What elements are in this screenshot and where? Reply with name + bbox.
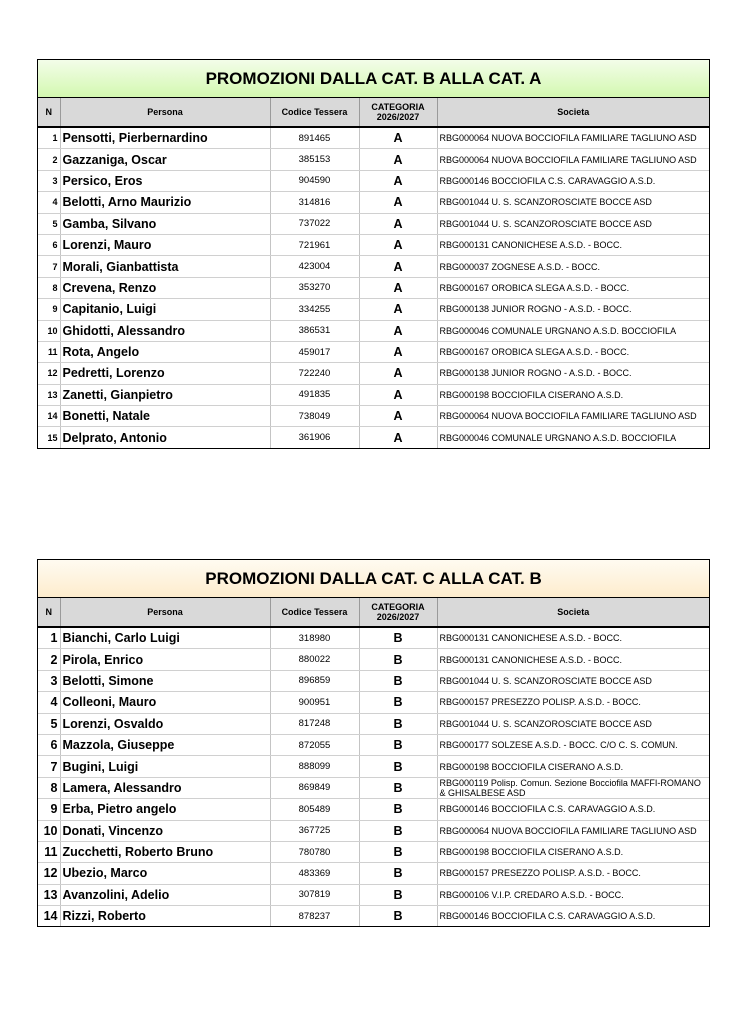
- header-codice: Codice Tessera: [270, 98, 359, 127]
- row-number: 5: [38, 213, 60, 234]
- category: A: [359, 192, 437, 213]
- row-number: 2: [38, 149, 60, 170]
- person-name: Avanzolini, Adelio: [60, 884, 270, 905]
- table-row: [38, 777, 709, 798]
- category: B: [359, 670, 437, 691]
- membership-code: 386531: [270, 320, 359, 341]
- category: A: [359, 170, 437, 191]
- society: RBG000046 COMUNALE URGNANO A.S.D. BOCCIOFILA: [437, 320, 709, 341]
- table-title: PROMOZIONI DALLA CAT. B ALLA CAT. A: [38, 60, 709, 98]
- society: RBG000131 CANONICHESE A.S.D. - BOCC.: [437, 649, 709, 670]
- row-number: 13: [38, 384, 60, 405]
- table-row: [38, 149, 709, 170]
- society: RBG000064 NUOVA BOCCIOFILA FAMILIARE TAGLIUNO ASD: [437, 820, 709, 841]
- membership-code: 361906: [270, 427, 359, 448]
- header-categoria-line2: 2026/2027: [376, 612, 420, 622]
- category: A: [359, 384, 437, 405]
- person-name: Zucchetti, Roberto Bruno: [60, 841, 270, 862]
- person-name: Mazzola, Giuseppe: [60, 734, 270, 755]
- society: RBG000064 NUOVA BOCCIOFILA FAMILIARE TAGLIUNO ASD: [437, 149, 709, 170]
- category: A: [359, 256, 437, 277]
- person-name: Donati, Vincenzo: [60, 820, 270, 841]
- membership-code: 318980: [270, 627, 359, 649]
- header-row: [38, 598, 709, 627]
- table-row: [38, 756, 709, 777]
- membership-code: 888099: [270, 756, 359, 777]
- table-row: [38, 299, 709, 320]
- row-number: 11: [38, 341, 60, 362]
- society: RBG000157 PRESEZZO POLISP. A.S.D. - BOCC.: [437, 863, 709, 884]
- category: B: [359, 799, 437, 820]
- row-number: 14: [38, 406, 60, 427]
- membership-code: 483369: [270, 863, 359, 884]
- membership-code: 721961: [270, 234, 359, 255]
- membership-code: 737022: [270, 213, 359, 234]
- society: RBG000138 JUNIOR ROGNO - A.S.D. - BOCC.: [437, 363, 709, 384]
- membership-code: 353270: [270, 277, 359, 298]
- category: A: [359, 149, 437, 170]
- membership-code: 385153: [270, 149, 359, 170]
- person-name: Lorenzi, Mauro: [60, 234, 270, 255]
- person-name: Ubezio, Marco: [60, 863, 270, 884]
- membership-code: 780780: [270, 841, 359, 862]
- person-name: Rota, Angelo: [60, 341, 270, 362]
- row-number: 14: [38, 906, 60, 927]
- person-name: Pensotti, Pierbernardino: [60, 127, 270, 149]
- society: RBG000106 V.I.P. CREDARO A.S.D. - BOCC.: [437, 884, 709, 905]
- person-name: Lorenzi, Osvaldo: [60, 713, 270, 734]
- promotions-grid: [38, 598, 709, 926]
- category: A: [359, 299, 437, 320]
- society: RBG000167 OROBICA SLEGA A.S.D. - BOCC.: [437, 341, 709, 362]
- table-row: [38, 406, 709, 427]
- row-number: 4: [38, 192, 60, 213]
- row-number: 9: [38, 799, 60, 820]
- society: RBG000146 BOCCIOFILA C.S. CARAVAGGIO A.S.D.: [437, 799, 709, 820]
- membership-code: 491835: [270, 384, 359, 405]
- header-societa: Societa: [437, 598, 709, 627]
- society: RBG000119 Polisp. Comun. Sezione Bocciofila MAFFI-ROMANO & GHISALBESE ASD: [437, 777, 709, 798]
- society: RBG000037 ZOGNESE A.S.D. - BOCC.: [437, 256, 709, 277]
- header-n: N: [38, 98, 60, 127]
- table-body: [38, 627, 709, 926]
- membership-code: 367725: [270, 820, 359, 841]
- header-categoria: [359, 98, 437, 127]
- membership-code: 817248: [270, 713, 359, 734]
- header-codice: Codice Tessera: [270, 598, 359, 627]
- table-row: [38, 734, 709, 755]
- row-number: 8: [38, 777, 60, 798]
- row-number: 1: [38, 627, 60, 649]
- person-name: Erba, Pietro angelo: [60, 799, 270, 820]
- membership-code: 738049: [270, 406, 359, 427]
- table-row: [38, 884, 709, 905]
- row-number: 7: [38, 256, 60, 277]
- society: RBG000177 SOLZESE A.S.D. - BOCC. C/O C. S. COMUN.: [437, 734, 709, 755]
- table-row: [38, 384, 709, 405]
- person-name: Delprato, Antonio: [60, 427, 270, 448]
- membership-code: 423004: [270, 256, 359, 277]
- category: A: [359, 427, 437, 448]
- promotions-b-to-a-table: [37, 59, 710, 449]
- table-row: [38, 320, 709, 341]
- category: A: [359, 234, 437, 255]
- society: RBG000138 JUNIOR ROGNO - A.S.D. - BOCC.: [437, 299, 709, 320]
- person-name: Morali, Gianbattista: [60, 256, 270, 277]
- person-name: Gazzaniga, Oscar: [60, 149, 270, 170]
- row-number: 3: [38, 170, 60, 191]
- table-row: [38, 192, 709, 213]
- membership-code: 896859: [270, 670, 359, 691]
- society: RBG000146 BOCCIOFILA C.S. CARAVAGGIO A.S.D.: [437, 170, 709, 191]
- row-number: 3: [38, 670, 60, 691]
- table-row: [38, 906, 709, 927]
- society: RBG000157 PRESEZZO POLISP. A.S.D. - BOCC.: [437, 692, 709, 713]
- promotions-c-to-b-table: [37, 559, 710, 927]
- society: RBG000198 BOCCIOFILA CISERANO A.S.D.: [437, 384, 709, 405]
- row-number: 10: [38, 320, 60, 341]
- society: RBG000198 BOCCIOFILA CISERANO A.S.D.: [437, 756, 709, 777]
- row-number: 7: [38, 756, 60, 777]
- table-title: PROMOZIONI DALLA CAT. C ALLA CAT. B: [38, 560, 709, 598]
- category: B: [359, 649, 437, 670]
- row-number: 6: [38, 734, 60, 755]
- person-name: Pirola, Enrico: [60, 649, 270, 670]
- table-row: [38, 170, 709, 191]
- table-row: [38, 820, 709, 841]
- membership-code: 869849: [270, 777, 359, 798]
- membership-code: 891465: [270, 127, 359, 149]
- person-name: Lamera, Alessandro: [60, 777, 270, 798]
- society: RBG001044 U. S. SCANZOROSCIATE BOCCE ASD: [437, 213, 709, 234]
- table-row: [38, 799, 709, 820]
- membership-code: 872055: [270, 734, 359, 755]
- person-name: Pedretti, Lorenzo: [60, 363, 270, 384]
- society: RBG001044 U. S. SCANZOROSCIATE BOCCE ASD: [437, 192, 709, 213]
- table-row: [38, 649, 709, 670]
- person-name: Ghidotti, Alessandro: [60, 320, 270, 341]
- person-name: Bonetti, Natale: [60, 406, 270, 427]
- header-societa: Societa: [437, 98, 709, 127]
- society: RBG000131 CANONICHESE A.S.D. - BOCC.: [437, 234, 709, 255]
- category: A: [359, 406, 437, 427]
- person-name: Zanetti, Gianpietro: [60, 384, 270, 405]
- row-number: 15: [38, 427, 60, 448]
- category: B: [359, 734, 437, 755]
- table-row: [38, 341, 709, 362]
- society: RBG001044 U. S. SCANZOROSCIATE BOCCE ASD: [437, 670, 709, 691]
- table-row: [38, 127, 709, 149]
- promotions-grid: [38, 98, 709, 448]
- person-name: Rizzi, Roberto: [60, 906, 270, 927]
- table-row: [38, 863, 709, 884]
- society: RBG001044 U. S. SCANZOROSCIATE BOCCE ASD: [437, 713, 709, 734]
- table-row: [38, 841, 709, 862]
- category: A: [359, 277, 437, 298]
- society: RBG000198 BOCCIOFILA CISERANO A.S.D.: [437, 841, 709, 862]
- category: B: [359, 906, 437, 927]
- table-row: [38, 234, 709, 255]
- table-row: [38, 713, 709, 734]
- row-number: 8: [38, 277, 60, 298]
- row-number: 6: [38, 234, 60, 255]
- row-number: 13: [38, 884, 60, 905]
- table-row: [38, 256, 709, 277]
- society: RBG000046 COMUNALE URGNANO A.S.D. BOCCIOFILA: [439, 432, 677, 443]
- membership-code: 880022: [270, 649, 359, 670]
- category: A: [359, 320, 437, 341]
- table-body: [38, 127, 709, 448]
- category: B: [359, 756, 437, 777]
- person-name: Persico, Eros: [60, 170, 270, 191]
- category: A: [359, 213, 437, 234]
- category: B: [359, 692, 437, 713]
- header-categoria-line1: CATEGORIA: [371, 602, 425, 612]
- header-persona: Persona: [60, 98, 270, 127]
- category: B: [359, 884, 437, 905]
- header-categoria-line2: 2026/2027: [376, 112, 420, 122]
- row-number: 11: [38, 841, 60, 862]
- category: B: [359, 777, 437, 798]
- header-row: [38, 98, 709, 127]
- row-number: 5: [38, 713, 60, 734]
- row-number: 12: [38, 363, 60, 384]
- person-name: Colleoni, Mauro: [60, 692, 270, 713]
- table-row: [38, 670, 709, 691]
- header-n: N: [38, 598, 60, 627]
- category: B: [359, 713, 437, 734]
- membership-code: 904590: [270, 170, 359, 191]
- membership-code: 878237: [270, 906, 359, 927]
- membership-code: 459017: [270, 341, 359, 362]
- row-number: 2: [38, 649, 60, 670]
- membership-code: 722240: [270, 363, 359, 384]
- society: RBG000131 CANONICHESE A.S.D. - BOCC.: [437, 627, 709, 649]
- person-name: Capitanio, Luigi: [60, 299, 270, 320]
- person-name: Belotti, Arno Maurizio: [60, 192, 270, 213]
- row-number: 10: [38, 820, 60, 841]
- category: B: [359, 627, 437, 649]
- society: RBG000167 OROBICA SLEGA A.S.D. - BOCC.: [437, 277, 709, 298]
- category: A: [359, 127, 437, 149]
- society: RBG000064 NUOVA BOCCIOFILA FAMILIARE TAGLIUNO ASD: [437, 127, 709, 149]
- row-number: 12: [38, 863, 60, 884]
- table-row: [38, 277, 709, 298]
- table-row: [38, 427, 709, 448]
- person-name: Bugini, Luigi: [60, 756, 270, 777]
- category: B: [359, 820, 437, 841]
- table-row: [38, 692, 709, 713]
- membership-code: 334255: [270, 299, 359, 320]
- table-row: [38, 363, 709, 384]
- category: B: [359, 841, 437, 862]
- row-number: 1: [38, 127, 60, 149]
- table-row: [38, 627, 709, 649]
- society: RBG000064 NUOVA BOCCIOFILA FAMILIARE TAGLIUNO ASD: [437, 406, 709, 427]
- category: B: [359, 863, 437, 884]
- society: RBG000146 BOCCIOFILA C.S. CARAVAGGIO A.S.D.: [439, 911, 656, 922]
- person-name: Bianchi, Carlo Luigi: [60, 627, 270, 649]
- category: A: [359, 363, 437, 384]
- membership-code: 314816: [270, 192, 359, 213]
- membership-code: 805489: [270, 799, 359, 820]
- category: A: [359, 341, 437, 362]
- header-categoria: [359, 598, 437, 627]
- person-name: Belotti, Simone: [60, 670, 270, 691]
- person-name: Gamba, Silvano: [60, 213, 270, 234]
- row-number: 4: [38, 692, 60, 713]
- row-number: 9: [38, 299, 60, 320]
- person-name: Crevena, Renzo: [60, 277, 270, 298]
- table-row: [38, 213, 709, 234]
- header-persona: Persona: [60, 598, 270, 627]
- membership-code: 900951: [270, 692, 359, 713]
- header-categoria-line1: CATEGORIA: [371, 102, 425, 112]
- membership-code: 307819: [270, 884, 359, 905]
